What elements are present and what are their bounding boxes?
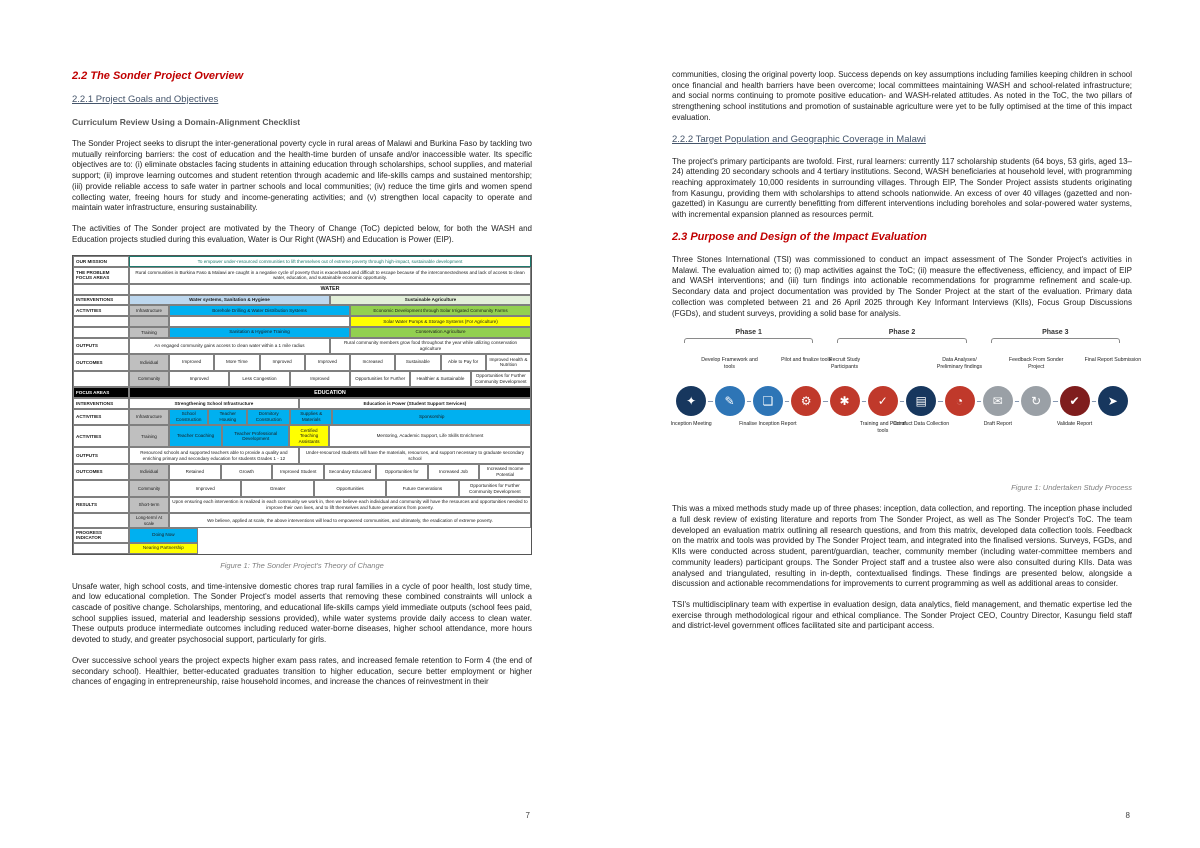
toc-row <box>73 513 531 528</box>
toc-row <box>73 338 531 354</box>
toc-row-label: OUR MISSION <box>73 256 129 267</box>
toc-row-label <box>73 543 129 554</box>
heading-2-2-2: 2.2.2 Target Population and Geographic Coverage in Malawi <box>672 133 926 145</box>
toc-row-sublabel: Community <box>129 480 169 496</box>
toc-row-label <box>73 480 129 496</box>
toc-cells <box>169 305 531 316</box>
toc-cell: Opportunities for Further <box>350 371 410 387</box>
toc-cell: Conservation Agriculture <box>350 327 531 338</box>
process-step-label: Training and Pilot of tools <box>859 421 906 434</box>
toc-row-label <box>73 513 129 528</box>
toc-cell: Increased Job <box>428 464 480 480</box>
toc-cell: Borehole Drilling & Water Distribution Systems <box>169 305 350 316</box>
toc-cell: Economic Development through Solar Irrigated Community Farms <box>350 305 531 316</box>
phase-label: Phase 1 <box>735 329 762 337</box>
toc-cell: Improved <box>169 371 229 387</box>
toc-cell: Nearing Partnership <box>129 543 198 554</box>
toc-cell: An engaged community gains access to clean water within a 1 mile radius <box>129 338 330 354</box>
toc-cell: Improved <box>169 354 214 370</box>
process-step-icon: ↻ <box>1021 386 1051 416</box>
process-phase <box>979 329 1132 343</box>
toc-row-label: ACTIVITIES <box>73 425 129 447</box>
toc-cell: To empower under-resourced communities to lift themselves out of extreme poverty through high-impact, sustainable development <box>129 256 531 267</box>
toc-cell: Strengthening School Infrastructure <box>129 398 299 409</box>
toc-cell: Sustainable <box>395 354 440 370</box>
toc-row-sublabel: Community <box>129 371 169 387</box>
toc-row <box>73 371 531 387</box>
toc-cell: Improved <box>305 354 350 370</box>
toc-row-label <box>73 284 129 295</box>
phase-label: Phase 2 <box>888 329 916 337</box>
toc-cells <box>129 528 531 543</box>
paragraph-team: TSI's multidisciplinary team with expertise in evaluation design, data analytics, field management, and thematic expertise led the exercise through methodological rigour and ethical compliance. The Sonder Project CEO, Country Director, Kasungu field staff and district-level government offices facilitated site and participant access. <box>672 599 1132 631</box>
toc-row-label: FOCUS AREAS <box>73 387 129 398</box>
toc-row-label: INTERVENTIONS <box>73 398 129 409</box>
page-number-8: 8 <box>1125 811 1130 820</box>
toc-cell: Increased Income Potential <box>479 464 531 480</box>
figure-caption-study-process: Figure 1: Undertaken Study Process <box>1011 483 1132 493</box>
toc-row-sublabel: Infrastructure <box>129 305 169 316</box>
toc-row <box>73 284 531 295</box>
toc-cell: Healthier & Sustainable <box>410 371 470 387</box>
toc-row-label: OUTPUTS <box>73 447 129 463</box>
toc-cell: Under-resourced students will have the materials, resources, and support necessary to graduate secondary school <box>299 447 531 463</box>
phase-label: Phase 3 <box>1042 329 1069 337</box>
toc-section-band: EDUCATION <box>129 387 531 398</box>
toc-cells <box>129 267 531 283</box>
toc-cell: Water systems, Sanitation & Hygiene <box>129 295 330 306</box>
toc-cells <box>169 371 531 387</box>
toc-row-label: OUTCOMES <box>73 464 129 480</box>
theory-of-change-table <box>72 255 532 554</box>
toc-cells <box>169 327 531 338</box>
process-step-label: Recruit Study Participants <box>828 357 861 370</box>
study-process-diagram <box>670 329 1142 477</box>
paragraph-objectives: The Sonder Project seeks to disrupt the inter-generational poverty cycle in rural areas of Malawi and Burkina Faso by tackling two mutually reinforcing barriers: the cost of education and the health-time burden of unsafe and/or inaccessible water. Its specific objectives are to: (i) eliminate obstacles facing students in attaining education through scholarships, school supplies, and material support; (ii) improve learning outcomes and student retention through academic and life-skills camps and sustained mentorship; (iii) provide reliable access to safe water in partner schools and local communities; (iv) reduce the time girls and women spend collecting water, freeing hours for study and income-generating activities; and (v) strengthen local capacity to operate and maintain water infrastructure, ensuring sustainability. <box>72 139 532 213</box>
toc-row-sublabel: Infrastructure <box>129 409 169 425</box>
toc-cell: Teacher Coaching <box>169 425 222 447</box>
toc-row <box>73 267 531 283</box>
process-step-label: Develop Framework and tools <box>701 357 758 370</box>
process-step-icon: ✦ <box>676 386 706 416</box>
process-step-icon: ◔ <box>945 386 975 416</box>
toc-cell <box>198 528 531 543</box>
toc-cell: Education is Power (Student Support Services) <box>299 398 531 409</box>
toc-cells <box>129 543 531 554</box>
toc-cell: Improved <box>290 371 350 387</box>
toc-row <box>73 305 531 316</box>
toc-row <box>73 497 531 513</box>
toc-row-sublabel: Training <box>129 425 169 447</box>
toc-cells <box>169 464 531 480</box>
toc-cells <box>169 497 531 513</box>
toc-row-label: OUTCOMES <box>73 354 129 370</box>
toc-cell: Upon ensuring each intervention is realized in each community we work in, then we believe each individual and community will have the resources and opportunities needed to improve their own lives, and to lift themselves and future generations from poverty. <box>169 497 531 513</box>
process-step-icon: ▤ <box>906 386 936 416</box>
paragraph-model: Unsafe water, high school costs, and time-intensive domestic chores trap rural families in a cycle of poor health, lost study time, and low educational completion. The Sonder Project's model asserts that removing these combined constraints will unlock a cascade of positive change. Scholarships, mentoring, and educational life-skills camps yield immediate outputs (school fees paid, school supplies issued, material and leadership sessions provided), while water systems provide daily access to clean water. These outputs produce intermediate outcomes including reduced water-borne diseases, higher school attendance, more hours devoted to study, and greater psychosocial support, particularly for girls. <box>72 581 532 645</box>
toc-cell: Sustainable Agriculture <box>330 295 531 306</box>
toc-row <box>73 480 531 496</box>
toc-cell: Dormitory Construction <box>247 409 290 425</box>
toc-row-label <box>73 316 129 327</box>
toc-cells <box>169 425 531 447</box>
toc-cell: Sponsorship <box>332 409 531 425</box>
toc-row <box>73 256 531 267</box>
process-step-label: Inception Meeting <box>670 421 712 428</box>
process-phase <box>672 329 825 343</box>
toc-row <box>73 447 531 463</box>
toc-row <box>73 425 531 447</box>
process-step-icon: ✓ <box>868 386 898 416</box>
toc-cells <box>169 513 531 528</box>
toc-cells <box>129 338 531 354</box>
process-step-label: Conduct Data Collection <box>893 421 950 428</box>
process-step-icon: ➤ <box>1098 386 1128 416</box>
toc-row <box>73 464 531 480</box>
toc-cells <box>129 295 531 306</box>
toc-cells <box>129 256 531 267</box>
toc-cell: Resourced schools and supported teachers able to provide a quality and enriching primary and secondary education for students Grades 1 - 12 <box>129 447 299 463</box>
paragraph-continuation: communities, closing the original poverty loop. Success depends on key assumptions including families keeping children in school once financial and health barriers have been overcome; local committees maintaining WASH and school-related infrastructure; and social norms continuing to promote positive education- and WASH-related attitudes. As noted in the ToC, the two pillars of strengthening school institutions and promotion of sustainable agriculture were yet to be fully optimised at the time of this impact evaluation. <box>672 70 1132 122</box>
process-step-label: Finalise Inception Report <box>739 421 797 428</box>
toc-cell: Rural community members grow food throughout the year while utilizing conservation agriculture <box>330 338 531 354</box>
process-step-icon: ✎ <box>715 386 745 416</box>
toc-cell: Sanitation & Hygiene Training <box>169 327 350 338</box>
toc-row-sublabel: Training <box>129 327 169 338</box>
process-step-icon: ✱ <box>830 386 860 416</box>
toc-row <box>73 543 531 554</box>
heading-2-3: 2.3 Purpose and Design of the Impact Evaluation <box>672 230 927 243</box>
figure-theory-of-change <box>72 255 532 569</box>
toc-cell: School Construction <box>169 409 208 425</box>
toc-cell: Secondary Educated <box>324 464 376 480</box>
process-step-icon: ❏ <box>753 386 783 416</box>
toc-row-label <box>73 371 129 387</box>
process-step-label: Draft Report <box>983 421 1012 428</box>
toc-cell: Opportunities for <box>376 464 428 480</box>
paragraph-methods: This was a mixed methods study made up of three phases: inception, data collection, and reporting. The inception phase included a full desk review of existing literature and reports from The Sonder Project, as well as The Sonder Project's ToC. The team developed an evaluation matrix outlining all research questions, and from this matrix, developed data collection tools. Feedback on the matrix and tools was provided by The Sonder Project team, and integrated into the finalised versions. Surveys, FGDs, and KIIs were conducted across student, parent/guardian, teacher, community member (including water-committee members and community leaders) participant groups. The Sonder Project staff and a trustee also were also consulted during KIIs. Data was analysed and triangulated, resulting in in-depth, contextualised findings. These findings are presented below, alongside a discussion and actionable recommendations for improvements to current programming as well as additional areas to consider. <box>672 504 1132 589</box>
toc-row-label: OUTPUTS <box>73 338 129 354</box>
toc-row-sublabel: Short-term <box>129 497 169 513</box>
paragraph-purpose: Three Stones International (TSI) was commissioned to conduct an impact assessment of The Sonder Project's activities in Malawi. The evaluation aimed to; (i) map activities against the ToC; (ii) measure the effectiveness, efficiency, and impact of EIP and WASH interventions; and (iii) turn findings into actionable recommendations for programme refinement and scale-up. Secondary data and project documentation was provided by The Sonder Project at the start of the evaluation. Primary data collection was completed between 21 and 26 April 2025 through Key Informant Interviews (KIIs), Focus Group Discussions (FGDs), and student surveys, providing a solid base for analysis. <box>672 254 1132 318</box>
process-step-label: Data Analyses/ Preliminary findings <box>936 357 983 370</box>
toc-section-band: WATER <box>129 284 531 295</box>
paragraph-expectations: Over successive school years the project expects higher exam pass rates, and increased female retention to Form 4 (the end of secondary school). Healthier, better-educated graduates transition to higher education, secure better employment or higher chances of engaging in entrepreneurship, raise household incomes, and increase the chances of reinvestment in their <box>72 655 532 687</box>
toc-cell: Teacher Housing <box>208 409 247 425</box>
toc-cell: Mentoring, Academic Support, Life Skills Enrichment <box>329 425 531 447</box>
toc-cell: Improved <box>169 480 241 496</box>
figure-study-process <box>670 329 1142 493</box>
toc-row <box>73 295 531 306</box>
toc-row-label: INTERVENTIONS <box>73 295 129 306</box>
heading-2-2-1: 2.2.1 Project Goals and Objectives <box>72 94 219 105</box>
toc-cell: Increased <box>350 354 395 370</box>
toc-row-label: THE PROBLEM FOCUS AREAS <box>73 267 129 283</box>
process-step-icon: ✉ <box>983 386 1013 416</box>
toc-cells <box>129 447 531 463</box>
toc-cell: Able to Pay for <box>441 354 486 370</box>
toc-cell: Opportunities for Further Community Development <box>471 371 531 387</box>
toc-row <box>73 327 531 338</box>
process-step-label: Final Report Submission <box>1084 357 1142 364</box>
toc-cell <box>169 316 350 327</box>
process-phase <box>825 329 978 343</box>
toc-cells <box>169 354 531 370</box>
paragraph-toc-intro: The activities of The Sonder project are motivated by the Theory of Change (ToC) depicted below, for both the WASH and Education projects studied during this evaluation, Water is Our Right (WASH) and Education is Power (EIP). <box>72 224 532 244</box>
toc-row <box>73 354 531 370</box>
toc-cell: Doing Now <box>129 528 198 543</box>
toc-cell: Opportunities <box>314 480 386 496</box>
toc-cell: Growth <box>221 464 273 480</box>
phase-brace <box>991 338 1120 343</box>
process-step-label: Validate Report <box>1056 421 1093 428</box>
toc-cell: Solar Water Pumps & Storage Systems (For Agriculture) <box>350 316 531 327</box>
toc-cell: Rural communities in Burkina Faso & Malawi are caught in a negative cycle of poverty that is exacerbated and difficult to escape because of the interconnectedness and lack of access to clean water, education, and sustainable economic opportunity. <box>129 267 531 283</box>
toc-cells <box>169 316 531 327</box>
toc-row <box>73 528 531 543</box>
toc-cell: Improved Student <box>272 464 324 480</box>
toc-cells <box>169 480 531 496</box>
toc-row-sublabel <box>129 316 169 327</box>
toc-cell: Opportunities for Further Community Development <box>459 480 531 496</box>
figure-caption-theory-of-change: Figure 1: The Sonder Project's Theory of Change <box>220 560 384 570</box>
heading-2-2: 2.2 The Sonder Project Overview <box>72 70 244 82</box>
toc-cell: Improved <box>260 354 305 370</box>
toc-row-sublabel: Individual <box>129 354 169 370</box>
toc-row <box>73 316 531 327</box>
toc-row-label <box>73 327 129 338</box>
toc-row-sublabel: Long-term/ At scale <box>129 513 169 528</box>
toc-row-sublabel: Individual <box>129 464 169 480</box>
toc-cell: Certified Teaching Assistants <box>289 425 329 447</box>
toc-cells <box>169 409 531 425</box>
toc-cells <box>129 398 531 409</box>
paragraph-target-population: The project's primary participants are twofold. First, rural learners: currently 117 scholarship students (64 boys, 53 girls, aged 13–24) attending 20 secondary schools and 4 tertiary institutions. Second, WASH beneficiaries at household level, with programming reaching approximately 10,000 residents in surrounding villages. Through EIP, The Sonder Project assists students originating from Kasungu, providing them with scholarships to attend schools nationwide. An excess of over 40 villages (gazetted and non-gazetted) in Kasungu are currently benefitting from different interventions including boreholes and solar-powered water systems, with incremental expansion planned as resources permit. <box>672 156 1132 220</box>
toc-cell: Teacher Professional Development <box>222 425 289 447</box>
toc-cell: We believe, applied at scale, the above interventions will lead to empowered communities, and ultimately, the eradication of extreme poverty. <box>169 513 531 528</box>
subheading-curriculum-review: Curriculum Review Using a Domain-Alignment Checklist <box>72 117 301 127</box>
process-step-icon: ✔ <box>1060 386 1090 416</box>
toc-cell: Supplies & Materials <box>290 409 333 425</box>
toc-row-label: PROGRESS INDICATOR <box>73 528 129 543</box>
toc-cell: Less Congestion <box>229 371 289 387</box>
process-step-label: Feedback From Sonder Project <box>1008 357 1064 370</box>
process-step-icon: ⚙ <box>791 386 821 416</box>
toc-cell <box>198 543 531 554</box>
phase-brace <box>684 338 813 343</box>
toc-cell: Greater <box>241 480 313 496</box>
toc-cell: Retained <box>169 464 221 480</box>
toc-cell: Improved Health & Nutrition <box>486 354 531 370</box>
toc-cell: More Time <box>214 354 259 370</box>
toc-row-label: RESULTS <box>73 497 129 513</box>
toc-row-label: ACTIVITIES <box>73 409 129 425</box>
toc-row <box>73 387 531 398</box>
page-8 <box>600 0 1200 848</box>
process-step-label: Pilot and finalize tools <box>781 357 832 364</box>
toc-row <box>73 398 531 409</box>
toc-cell: Future Generations <box>386 480 458 496</box>
page-number-7: 7 <box>525 811 530 820</box>
phase-brace <box>837 338 966 343</box>
toc-row <box>73 409 531 425</box>
toc-row-label: ACTIVITIES <box>73 305 129 316</box>
